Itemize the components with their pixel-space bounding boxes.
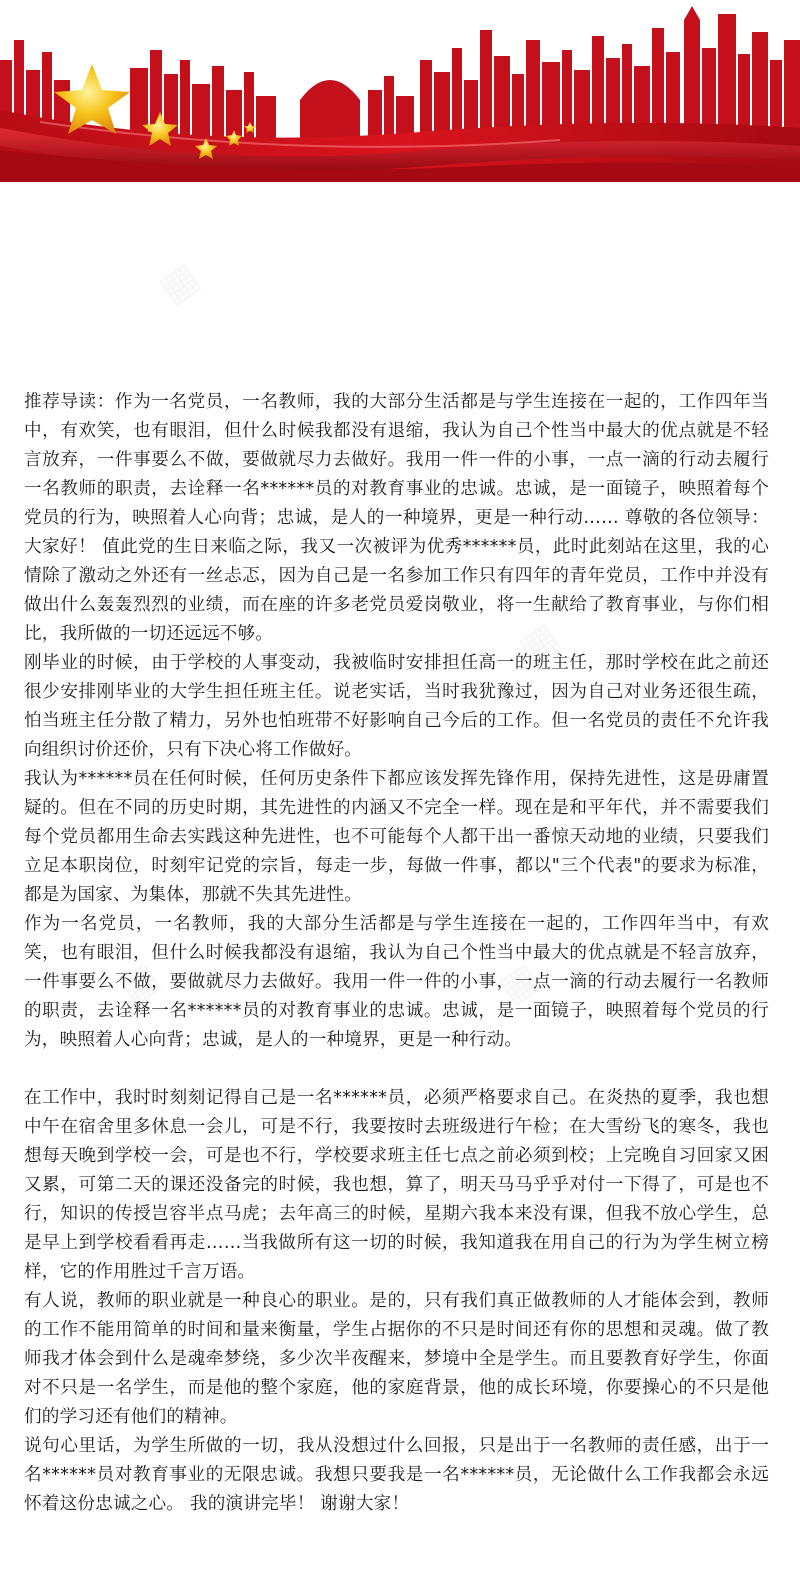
paragraph: 作为一名党员，一名教师，我的大部分生活都是与学生连接在一起的，工作四年当中，有欢笑，也有眼泪，但什么时候我都没有退缩，我认为自己个性当中最大的优点就是不轻言放弃，一件事要么不做，要做就尽力去做好。我用一件一件的小事，一点一滴的行动去履行一名教师的职责，去诠释一名******员的对教育事业的忠诚。忠诚，是一面镜子，映照着每个党员的行为，映照着人心向背；忠诚，是人的一种境界，更是一种行动。: [24, 914, 769, 1050]
watermark: [150, 253, 207, 312]
banner-image: [0, 0, 800, 190]
skyline: [0, 6, 800, 140]
paragraph-intro: 推荐导读：作为一名党员，一名教师，我的大部分生活都是与学生连接在一起的，工作四年当中，有欢笑，也有眼泪，但什么时候我都没有退缩，我认为自己个性当中最大的优点就是不轻言放弃，一件事要么不做，要做就尽力去做好。我用一件一件的小事，一点一滴的行动去履行一名教师的职责，去诠释一名******员的对教育事业的忠诚。忠诚，是一面镜子，映照着每个党员的行为，映照着人心向背；忠诚，是人的一种境界，更是一种行动…… 尊敬的各位领导： 大家好！ 值此党的生日来临之际，我又一次被评为优秀******员，此时此刻站在这里，我的心情除了激动之外还有一丝忐忑，因为自己是一名参加工作只有四年的青年党员，工作中并没有做出什么轰轰烈烈的业绩，而在座的许多老党员爱岗敬业，将一生献给了教育事业，与你们相比，我所做的一切还远远不够。: [24, 392, 769, 644]
paragraph-closing: 说句心里话，为学生所做的一切，我从没想过什么回报，只是出于一名教师的责任感，出于一名******员对教育事业的无限忠诚。我想只要我是一名******员，无论做什么工作我都会永远怀着这份忠诚之心。 我的演讲完毕！ 谢谢大家！: [24, 1436, 769, 1514]
paragraph: 我认为******员在任何时候，任何历史条件下都应该发挥先锋作用，保持先进性，这是毋庸置疑的。但在不同的历史时期，其先进性的内涵又不完全一样。现在是和平年代，并不需要我们每个党员都用生命去实践这种先进性，也不可能每个人都干出一番惊天动地的业绩，只要我们立足本职岗位，时刻牢记党的宗旨，每走一步，每做一件事，都以"三个代表"的要求为标准，都是为国家、为集体，那就不失其先进性。: [24, 769, 769, 905]
article-body: [24, 388, 769, 1519]
paragraph: 刚毕业的时候，由于学校的人事变动，我被临时安排担任高一的班主任，那时学校在此之前还很少安排刚毕业的大学生担任班主任。说老实话，当时我犹豫过，因为自己对业务还很生疏，怕当班主任分散了精力，另外也怕班带不好影响自己今后的工作。但一名党员的责任不允许我向组织讨价还价，只有下决心将工作做好。: [24, 653, 769, 760]
paragraph: 有人说，教师的职业就是一种良心的职业。是的，只有我们真正做教师的人才能体会到，教师的工作不能用简单的时间和量来衡量，学生占据你的不只是时间还有你的思想和灵魂。做了教师我才体会到什么是魂牵梦绕，多少次半夜醒来，梦境中全是学生。而且要教育好学生，你面对不只是一名学生，而是他的整个家庭，他的家庭背景，他的成长环境，你要操心的不只是他们的学习还有他们的精神。: [24, 1291, 769, 1427]
paragraph: 在工作中，我时时刻刻记得自己是一名******员，必须严格要求自己。在炎热的夏季，我也想中午在宿舍里多休息一会儿，可是不行，我要按时去班级进行午检；在大雪纷飞的寒冬，我也想每天晚到学校一会，可是也不行，学校要求班主任七点之前必须到校；上完晚自习回家又困又累，可第二天的课还没备完的时候，我也想，算了，明天马马乎乎对付一下得了，可是也不行，知识的传授岂容半点马虎；去年高三的时候，星期六我本来没有课，但我不放心学生，总是早上到学校看看再走……当我做所有这一切的时候，我知道我在用自己的行为为学生树立榜样，它的作用胜过千言万语。: [24, 1088, 769, 1282]
